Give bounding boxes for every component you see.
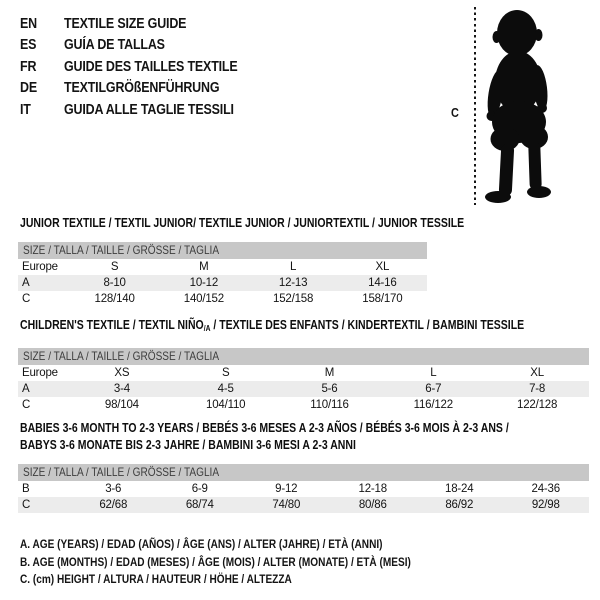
legend-line-a: A. AGE (YEARS) / EDAD (AÑOS) / ÂGE (ANS) / ALTER (JAHRE) / ETÀ (ANNI) <box>20 537 383 551</box>
size-cell: M <box>199 261 209 273</box>
size-cell: XL <box>375 261 390 273</box>
language-header <box>20 13 266 121</box>
babies-table-title-line2: BABYS 3-6 MONATE BIS 2-3 JAHRE / BAMBINI 3-6 MESI A 2-3 ANNI <box>20 438 356 452</box>
size-cell: 122/128 <box>517 399 558 411</box>
size-cell: L <box>430 367 437 379</box>
size-cell: 158/170 <box>362 293 403 305</box>
measure-label-c: C <box>451 105 459 120</box>
legend-line-c: C. (cm) HEIGHT / ALTURA / HAUTEUR / HÖHE / ALTEZZA <box>20 572 292 586</box>
table-row <box>18 365 589 381</box>
language-label: GUIDA ALLE TAGLIE TESSILI <box>64 101 234 118</box>
size-cell: XS <box>114 367 130 379</box>
table-row <box>18 381 589 397</box>
row-label: A <box>22 277 30 289</box>
table-row <box>18 481 589 497</box>
junior-table-title: JUNIOR TEXTILE / TEXTIL JUNIOR/ TEXTILE JUNIOR / JUNIORTEXTIL / JUNIOR TESSILE <box>20 216 465 230</box>
table-row <box>18 291 427 307</box>
language-code: IT <box>20 101 31 118</box>
language-row <box>20 35 266 57</box>
babies-table <box>18 420 589 513</box>
size-cell: 4-5 <box>217 383 234 395</box>
size-cell: 92/98 <box>531 499 560 511</box>
size-header-label: SIZE / TALLA / TAILLE / GRÖSSE / TAGLIA <box>23 243 220 257</box>
table-row <box>18 259 427 275</box>
language-label: TEXTILGRÖßENFÜHRUNG <box>64 80 220 97</box>
size-cell: 62/68 <box>99 499 128 511</box>
language-code: FR <box>20 58 37 75</box>
size-cell: 9-12 <box>275 483 298 495</box>
size-cell: S <box>110 261 119 273</box>
children-table-title: CHILDREN'S TEXTILE / TEXTIL $NIÑO_{/A}$ / TEXTILE DES ENFANTS / KINDERTEXTIL / BAMBINI TESSILE <box>20 318 525 333</box>
junior-table <box>18 216 465 307</box>
size-cell: S <box>221 367 230 379</box>
size-cell: M <box>324 367 335 379</box>
size-cell: 24-36 <box>531 483 560 495</box>
language-label: TEXTILE SIZE GUIDE <box>64 15 187 32</box>
children-size-header-bar <box>18 348 589 365</box>
legend <box>20 536 485 589</box>
height-measure-dotted-line <box>474 7 476 205</box>
size-cell: 86/92 <box>445 499 474 511</box>
size-cell: 98/104 <box>104 399 139 411</box>
language-code: DE <box>20 80 37 97</box>
size-header-label: SIZE / TALLA / TAILLE / GRÖSSE / TAGLIA <box>23 349 220 363</box>
size-cell: 18-24 <box>445 483 474 495</box>
size-cell: 74/80 <box>272 499 301 511</box>
children-table <box>18 318 589 413</box>
junior-size-header-bar <box>18 242 427 259</box>
language-label: GUÍA DE TALLAS <box>64 37 165 54</box>
babies-size-header-bar <box>18 464 589 481</box>
size-cell: 12-13 <box>278 277 308 289</box>
size-cell: 110/116 <box>310 399 349 411</box>
size-cell: 6-7 <box>425 383 442 395</box>
size-cell: 7-8 <box>529 383 546 395</box>
row-label: A <box>22 383 30 395</box>
title-subscript: /A <box>203 324 211 333</box>
size-cell: 80/86 <box>358 499 387 511</box>
size-cell: 116/122 <box>413 399 453 411</box>
row-label: C <box>22 293 31 305</box>
row-label: C <box>22 399 31 411</box>
size-cell: 140/152 <box>183 293 224 305</box>
row-label: Europe <box>22 261 58 273</box>
size-cell: 3-6 <box>105 483 122 495</box>
language-row <box>20 99 266 121</box>
language-code: EN <box>20 15 37 32</box>
table-row <box>18 397 589 413</box>
size-cell: 14-16 <box>368 277 397 289</box>
legend-line-b: B. AGE (MONTHS) / EDAD (MESES) / ÂGE (MOIS) / ALTER (MONATE) / ETÀ (MESI) <box>20 554 411 569</box>
size-cell: XL <box>530 367 544 379</box>
row-label: C <box>22 499 31 511</box>
size-cell: 5-6 <box>321 383 338 395</box>
size-cell: 3-4 <box>113 383 130 395</box>
table-row <box>18 497 589 513</box>
table-row <box>18 275 427 291</box>
language-row <box>20 56 266 78</box>
babies-table-title-line1: BABIES 3-6 MONTH TO 2-3 YEARS / BEBÉS 3-6 MESES A 2-3 AÑOS / BÉBÉS 3-6 MOIS À 2-3 ANS / <box>20 421 509 435</box>
size-cell: 6-9 <box>191 483 208 495</box>
size-cell: L <box>290 261 297 273</box>
size-cell: 128/140 <box>94 293 135 305</box>
size-cell: 104/110 <box>206 399 246 411</box>
language-row <box>20 13 266 35</box>
size-cell: 152/158 <box>273 293 314 305</box>
row-label: B <box>22 483 30 495</box>
row-label: Europe <box>22 367 58 379</box>
language-label: GUIDE DES TAILLES TEXTILE <box>64 58 238 75</box>
language-code: ES <box>20 37 37 54</box>
baby-silhouette-icon <box>483 6 573 206</box>
size-cell: 8-10 <box>103 277 126 289</box>
size-header-label: SIZE / TALLA / TAILLE / GRÖSSE / TAGLIA <box>23 465 220 479</box>
size-cell: 12-18 <box>358 483 387 495</box>
language-row <box>20 78 266 100</box>
size-cell: 10-12 <box>189 277 219 289</box>
size-cell: 68/74 <box>185 499 214 511</box>
